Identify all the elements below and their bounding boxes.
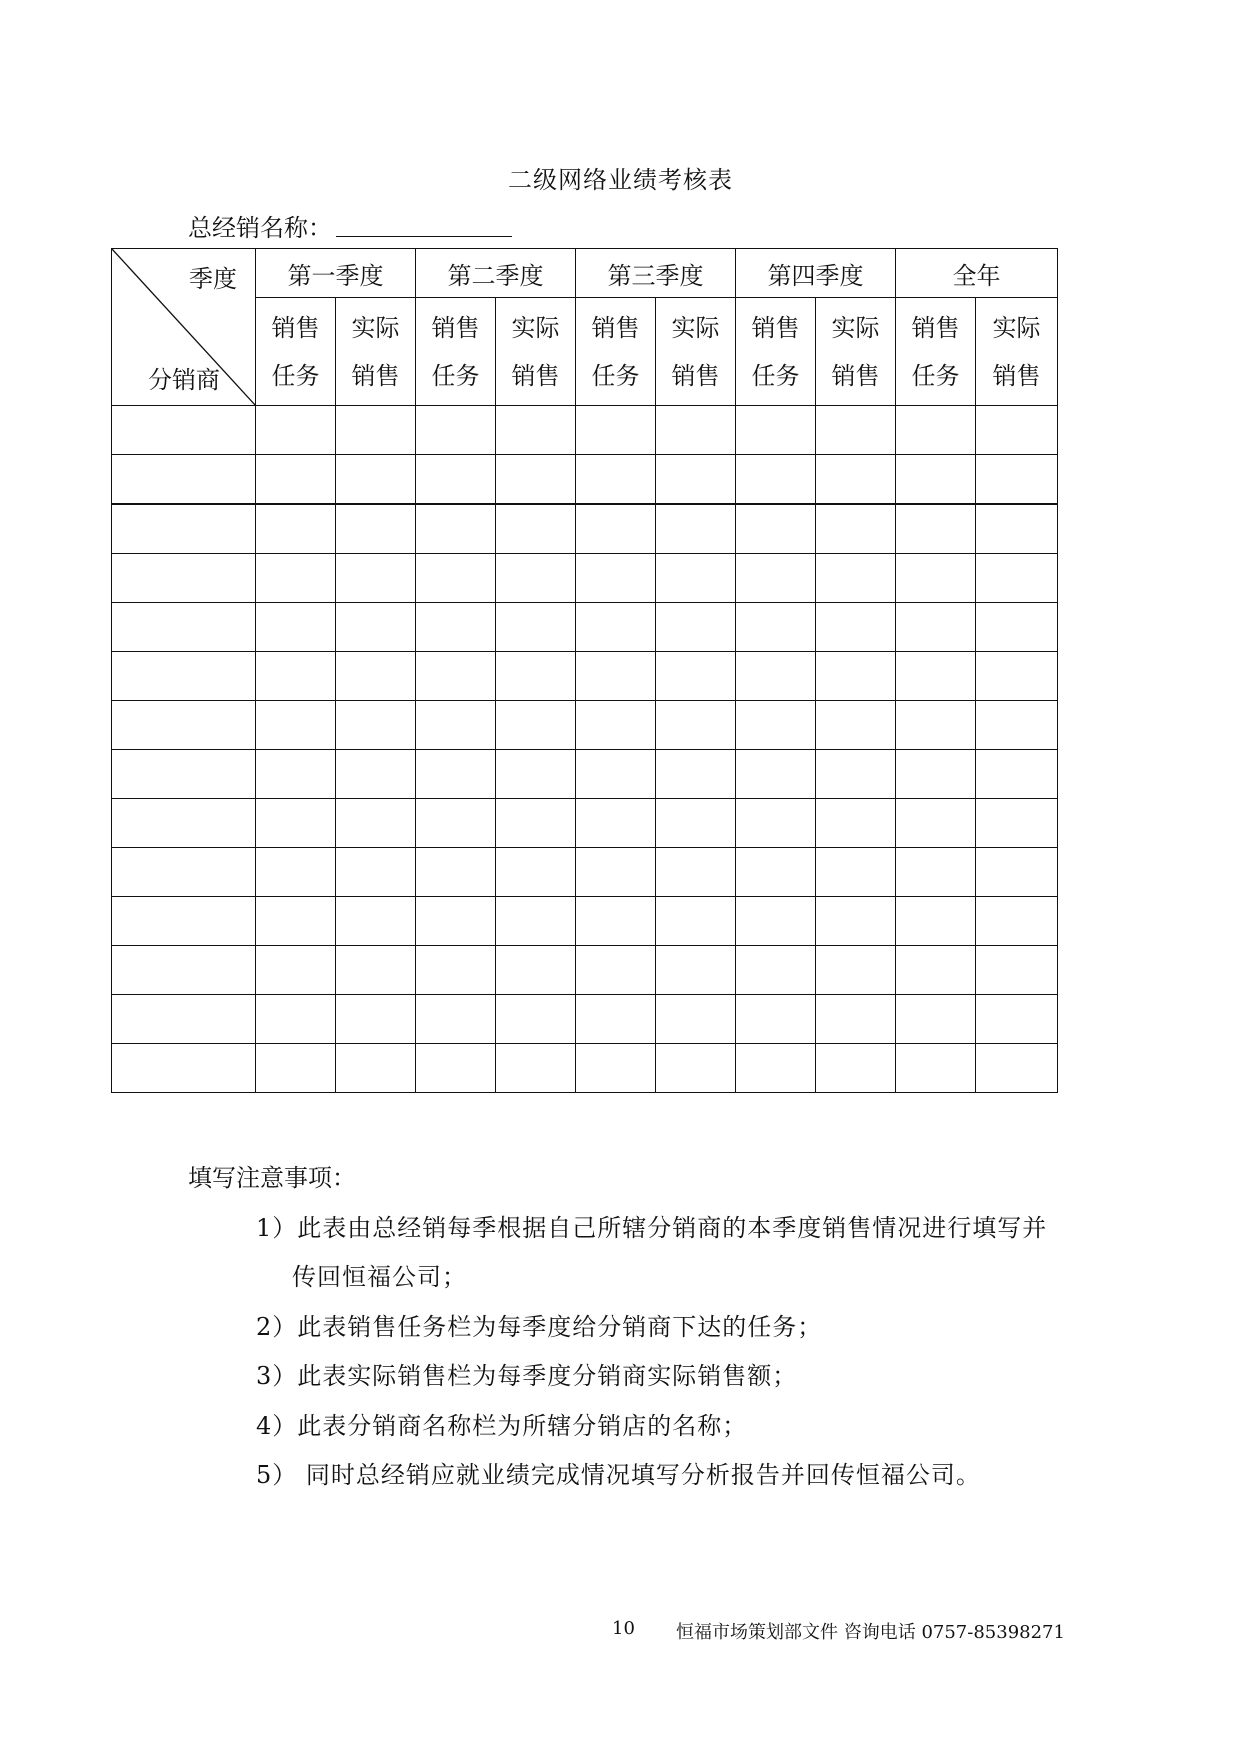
- footer-text: 恒福市场策划部文件 咨询电话 0757-85398271: [676, 1622, 1065, 1643]
- value-cell[interactable]: [336, 946, 416, 995]
- distributor-name-cell[interactable]: [112, 652, 256, 701]
- value-cell[interactable]: [816, 848, 896, 897]
- value-cell[interactable]: [816, 897, 896, 946]
- value-cell[interactable]: [336, 455, 416, 505]
- value-cell[interactable]: [656, 750, 736, 799]
- value-cell[interactable]: [736, 701, 816, 750]
- dealer-name-label: 总经销名称：: [188, 214, 332, 242]
- sub-header-cell: [816, 298, 896, 406]
- value-cell[interactable]: [736, 652, 816, 701]
- value-cell[interactable]: [816, 701, 896, 750]
- document-title: 二级网络业绩考核表: [508, 166, 733, 194]
- value-cell[interactable]: [336, 995, 416, 1044]
- value-cell[interactable]: [736, 946, 816, 995]
- value-cell[interactable]: [256, 946, 336, 995]
- sub-header-line2: 销售: [831, 361, 880, 390]
- value-cell[interactable]: [816, 603, 896, 652]
- sub-header-cell: [416, 298, 496, 406]
- value-cell[interactable]: [576, 554, 656, 603]
- value-cell[interactable]: [576, 652, 656, 701]
- dealer-name-blank[interactable]: [336, 236, 512, 237]
- value-cell[interactable]: [336, 652, 416, 701]
- value-cell[interactable]: [896, 946, 976, 995]
- value-cell[interactable]: [576, 1044, 656, 1093]
- quarter-header-q3: 第三季度: [576, 249, 736, 298]
- distributor-name-cell[interactable]: [112, 701, 256, 750]
- value-cell[interactable]: [816, 406, 896, 455]
- sub-header-line1: 实际: [351, 313, 400, 342]
- value-cell[interactable]: [336, 406, 416, 455]
- value-cell[interactable]: [416, 652, 496, 701]
- value-cell[interactable]: [576, 406, 656, 455]
- quarter-header-q2: 第二季度: [416, 249, 576, 298]
- value-cell[interactable]: [816, 750, 896, 799]
- value-cell[interactable]: [976, 1044, 1058, 1093]
- value-cell[interactable]: [416, 701, 496, 750]
- table-row: [112, 946, 1058, 995]
- value-cell[interactable]: [736, 848, 816, 897]
- value-cell[interactable]: [496, 1044, 576, 1093]
- value-cell[interactable]: [656, 701, 736, 750]
- sub-header-cell: [576, 298, 656, 406]
- value-cell[interactable]: [576, 455, 656, 505]
- value-cell[interactable]: [576, 504, 656, 554]
- sub-header-line1: 销售: [911, 313, 960, 342]
- distributor-name-cell[interactable]: [112, 848, 256, 897]
- distributor-name-cell[interactable]: [112, 1044, 256, 1093]
- table-row: [112, 701, 1058, 750]
- sub-header-cell: [496, 298, 576, 406]
- distributor-name-cell[interactable]: [112, 946, 256, 995]
- value-cell[interactable]: [976, 946, 1058, 995]
- sub-header-line1: 实际: [671, 313, 720, 342]
- value-cell[interactable]: [816, 799, 896, 848]
- value-cell[interactable]: [976, 897, 1058, 946]
- value-cell[interactable]: [416, 1044, 496, 1093]
- sub-header-line1: 销售: [591, 313, 640, 342]
- distributor-name-cell[interactable]: [112, 504, 256, 554]
- value-cell[interactable]: [496, 504, 576, 554]
- value-cell[interactable]: [976, 455, 1058, 505]
- distributor-name-cell[interactable]: [112, 406, 256, 455]
- value-cell[interactable]: [976, 652, 1058, 701]
- value-cell[interactable]: [336, 701, 416, 750]
- value-cell[interactable]: [416, 750, 496, 799]
- value-cell[interactable]: [256, 504, 336, 554]
- value-cell[interactable]: [896, 504, 976, 554]
- value-cell[interactable]: [416, 554, 496, 603]
- value-cell[interactable]: [736, 504, 816, 554]
- sub-header-line2: 销售: [671, 361, 720, 390]
- value-cell[interactable]: [896, 897, 976, 946]
- value-cell[interactable]: [496, 554, 576, 603]
- quarter-header-row: [112, 249, 1058, 298]
- value-cell[interactable]: [576, 750, 656, 799]
- sub-header-line2: 任务: [431, 361, 480, 390]
- sub-header-line2: 销售: [511, 361, 560, 390]
- value-cell[interactable]: [416, 799, 496, 848]
- sub-header-line2: 销售: [351, 361, 400, 390]
- value-cell[interactable]: [976, 799, 1058, 848]
- value-cell[interactable]: [976, 848, 1058, 897]
- value-cell[interactable]: [336, 750, 416, 799]
- value-cell[interactable]: [256, 995, 336, 1044]
- value-cell[interactable]: [736, 603, 816, 652]
- value-cell[interactable]: [976, 554, 1058, 603]
- note-item-5: 5） 同时总经销应就业绩完成情况填写分析报告并回传恒福公司。: [256, 1461, 981, 1489]
- value-cell[interactable]: [976, 603, 1058, 652]
- value-cell[interactable]: [896, 701, 976, 750]
- table-row: [112, 799, 1058, 848]
- sub-header-line1: 销售: [271, 313, 320, 342]
- value-cell[interactable]: [736, 799, 816, 848]
- quarter-header-q1: 第一季度: [256, 249, 416, 298]
- value-cell[interactable]: [656, 946, 736, 995]
- value-cell[interactable]: [416, 995, 496, 1044]
- value-cell[interactable]: [896, 554, 976, 603]
- distributor-name-cell[interactable]: [112, 799, 256, 848]
- value-cell[interactable]: [816, 455, 896, 505]
- table-row: [112, 504, 1058, 554]
- sub-header-cell: [256, 298, 336, 406]
- value-cell[interactable]: [736, 995, 816, 1044]
- value-cell[interactable]: [336, 554, 416, 603]
- value-cell[interactable]: [256, 701, 336, 750]
- value-cell[interactable]: [896, 406, 976, 455]
- note-item-2: 2）此表销售任务栏为每季度给分销商下达的任务；: [256, 1313, 823, 1341]
- sub-header-cell: [656, 298, 736, 406]
- value-cell[interactable]: [496, 455, 576, 505]
- value-cell[interactable]: [336, 504, 416, 554]
- value-cell[interactable]: [656, 603, 736, 652]
- table-row: [112, 995, 1058, 1044]
- table-row: [112, 406, 1058, 455]
- note-item-1: 1）此表由总经销每季根据自己所辖分销商的本季度销售情况进行填写并: [256, 1214, 1048, 1242]
- value-cell[interactable]: [656, 406, 736, 455]
- distributor-name-cell[interactable]: [112, 750, 256, 799]
- table-row: [112, 897, 1058, 946]
- sub-header-line2: 销售: [992, 361, 1041, 390]
- table-row: [112, 750, 1058, 799]
- value-cell[interactable]: [416, 603, 496, 652]
- value-cell[interactable]: [256, 750, 336, 799]
- value-cell[interactable]: [496, 946, 576, 995]
- value-cell[interactable]: [416, 946, 496, 995]
- value-cell[interactable]: [656, 848, 736, 897]
- value-cell[interactable]: [336, 799, 416, 848]
- note-item-4: 4）此表分销商名称栏为所辖分销店的名称；: [256, 1412, 748, 1440]
- page-number: 10: [612, 1618, 635, 1639]
- sub-header-line2: 任务: [591, 361, 640, 390]
- table-row: [112, 455, 1058, 505]
- value-cell[interactable]: [256, 406, 336, 455]
- corner-label-quarter: 季度: [189, 265, 237, 293]
- sub-header-line2: 任务: [911, 361, 960, 390]
- sub-header-line1: 实际: [992, 313, 1041, 342]
- value-cell[interactable]: [256, 652, 336, 701]
- value-cell[interactable]: [256, 848, 336, 897]
- value-cell[interactable]: [656, 652, 736, 701]
- value-cell[interactable]: [896, 750, 976, 799]
- value-cell[interactable]: [496, 750, 576, 799]
- value-cell[interactable]: [336, 897, 416, 946]
- value-cell[interactable]: [976, 504, 1058, 554]
- value-cell[interactable]: [256, 603, 336, 652]
- value-cell[interactable]: [416, 897, 496, 946]
- value-cell[interactable]: [496, 603, 576, 652]
- sub-header-line2: 任务: [751, 361, 800, 390]
- sub-header-cell: [976, 298, 1058, 406]
- sub-header-line1: 实际: [831, 313, 880, 342]
- value-cell[interactable]: [896, 1044, 976, 1093]
- table-row: [112, 1044, 1058, 1093]
- value-cell[interactable]: [576, 946, 656, 995]
- value-cell[interactable]: [656, 504, 736, 554]
- value-cell[interactable]: [576, 995, 656, 1044]
- sub-header-line1: 实际: [511, 313, 560, 342]
- value-cell[interactable]: [496, 652, 576, 701]
- value-cell[interactable]: [736, 455, 816, 505]
- value-cell[interactable]: [816, 554, 896, 603]
- value-cell[interactable]: [576, 799, 656, 848]
- value-cell[interactable]: [496, 995, 576, 1044]
- value-cell[interactable]: [736, 554, 816, 603]
- value-cell[interactable]: [416, 504, 496, 554]
- distributor-name-cell[interactable]: [112, 995, 256, 1044]
- quarter-header-q4: 第四季度: [736, 249, 896, 298]
- value-cell[interactable]: [656, 1044, 736, 1093]
- value-cell[interactable]: [736, 406, 816, 455]
- value-cell[interactable]: [976, 406, 1058, 455]
- distributor-name-cell[interactable]: [112, 603, 256, 652]
- value-cell[interactable]: [656, 995, 736, 1044]
- corner-header-cell: [112, 249, 256, 406]
- notes-heading: 填写注意事项：: [188, 1164, 356, 1192]
- value-cell[interactable]: [256, 554, 336, 603]
- value-cell[interactable]: [496, 799, 576, 848]
- value-cell[interactable]: [736, 1044, 816, 1093]
- value-cell[interactable]: [336, 603, 416, 652]
- sub-header-line1: 销售: [431, 313, 480, 342]
- sub-header-cell: [736, 298, 816, 406]
- value-cell[interactable]: [576, 701, 656, 750]
- performance-table: [111, 248, 1058, 1093]
- value-cell[interactable]: [256, 1044, 336, 1093]
- value-cell[interactable]: [896, 848, 976, 897]
- value-cell[interactable]: [496, 897, 576, 946]
- table-row: [112, 652, 1058, 701]
- value-cell[interactable]: [896, 995, 976, 1044]
- value-cell[interactable]: [576, 848, 656, 897]
- value-cell[interactable]: [416, 406, 496, 455]
- value-cell[interactable]: [736, 897, 816, 946]
- value-cell[interactable]: [896, 652, 976, 701]
- value-cell[interactable]: [896, 799, 976, 848]
- value-cell[interactable]: [816, 1044, 896, 1093]
- note-item-3: 3）此表实际销售栏为每季度分销商实际销售额；: [256, 1362, 798, 1390]
- value-cell[interactable]: [816, 946, 896, 995]
- sub-header-line2: 任务: [271, 361, 320, 390]
- table-row: [112, 603, 1058, 652]
- value-cell[interactable]: [496, 406, 576, 455]
- value-cell[interactable]: [256, 799, 336, 848]
- value-cell[interactable]: [736, 750, 816, 799]
- quarter-header-full-year: 全年: [896, 249, 1058, 298]
- value-cell[interactable]: [336, 1044, 416, 1093]
- sub-header-cell: [896, 298, 976, 406]
- value-cell[interactable]: [976, 750, 1058, 799]
- sub-header-line1: 销售: [751, 313, 800, 342]
- value-cell[interactable]: [256, 455, 336, 505]
- value-cell[interactable]: [896, 603, 976, 652]
- table-row: [112, 554, 1058, 603]
- sub-header-cell: [336, 298, 416, 406]
- distributor-name-cell[interactable]: [112, 554, 256, 603]
- value-cell[interactable]: [496, 848, 576, 897]
- distributor-name-cell[interactable]: [112, 897, 256, 946]
- value-cell[interactable]: [816, 995, 896, 1044]
- value-cell[interactable]: [656, 897, 736, 946]
- value-cell[interactable]: [336, 848, 416, 897]
- corner-label-distributor: 分销商: [148, 366, 220, 394]
- value-cell[interactable]: [976, 701, 1058, 750]
- value-cell[interactable]: [816, 652, 896, 701]
- value-cell[interactable]: [256, 897, 336, 946]
- value-cell[interactable]: [896, 455, 976, 505]
- value-cell[interactable]: [816, 504, 896, 554]
- value-cell[interactable]: [416, 848, 496, 897]
- value-cell[interactable]: [416, 455, 496, 505]
- value-cell[interactable]: [656, 554, 736, 603]
- value-cell[interactable]: [576, 603, 656, 652]
- value-cell[interactable]: [576, 897, 656, 946]
- table-row: [112, 848, 1058, 897]
- value-cell[interactable]: [656, 799, 736, 848]
- distributor-name-cell[interactable]: [112, 455, 256, 505]
- value-cell[interactable]: [656, 455, 736, 505]
- value-cell[interactable]: [496, 701, 576, 750]
- value-cell[interactable]: [976, 995, 1058, 1044]
- note-item-1-continued: 传回恒福公司；: [292, 1263, 467, 1291]
